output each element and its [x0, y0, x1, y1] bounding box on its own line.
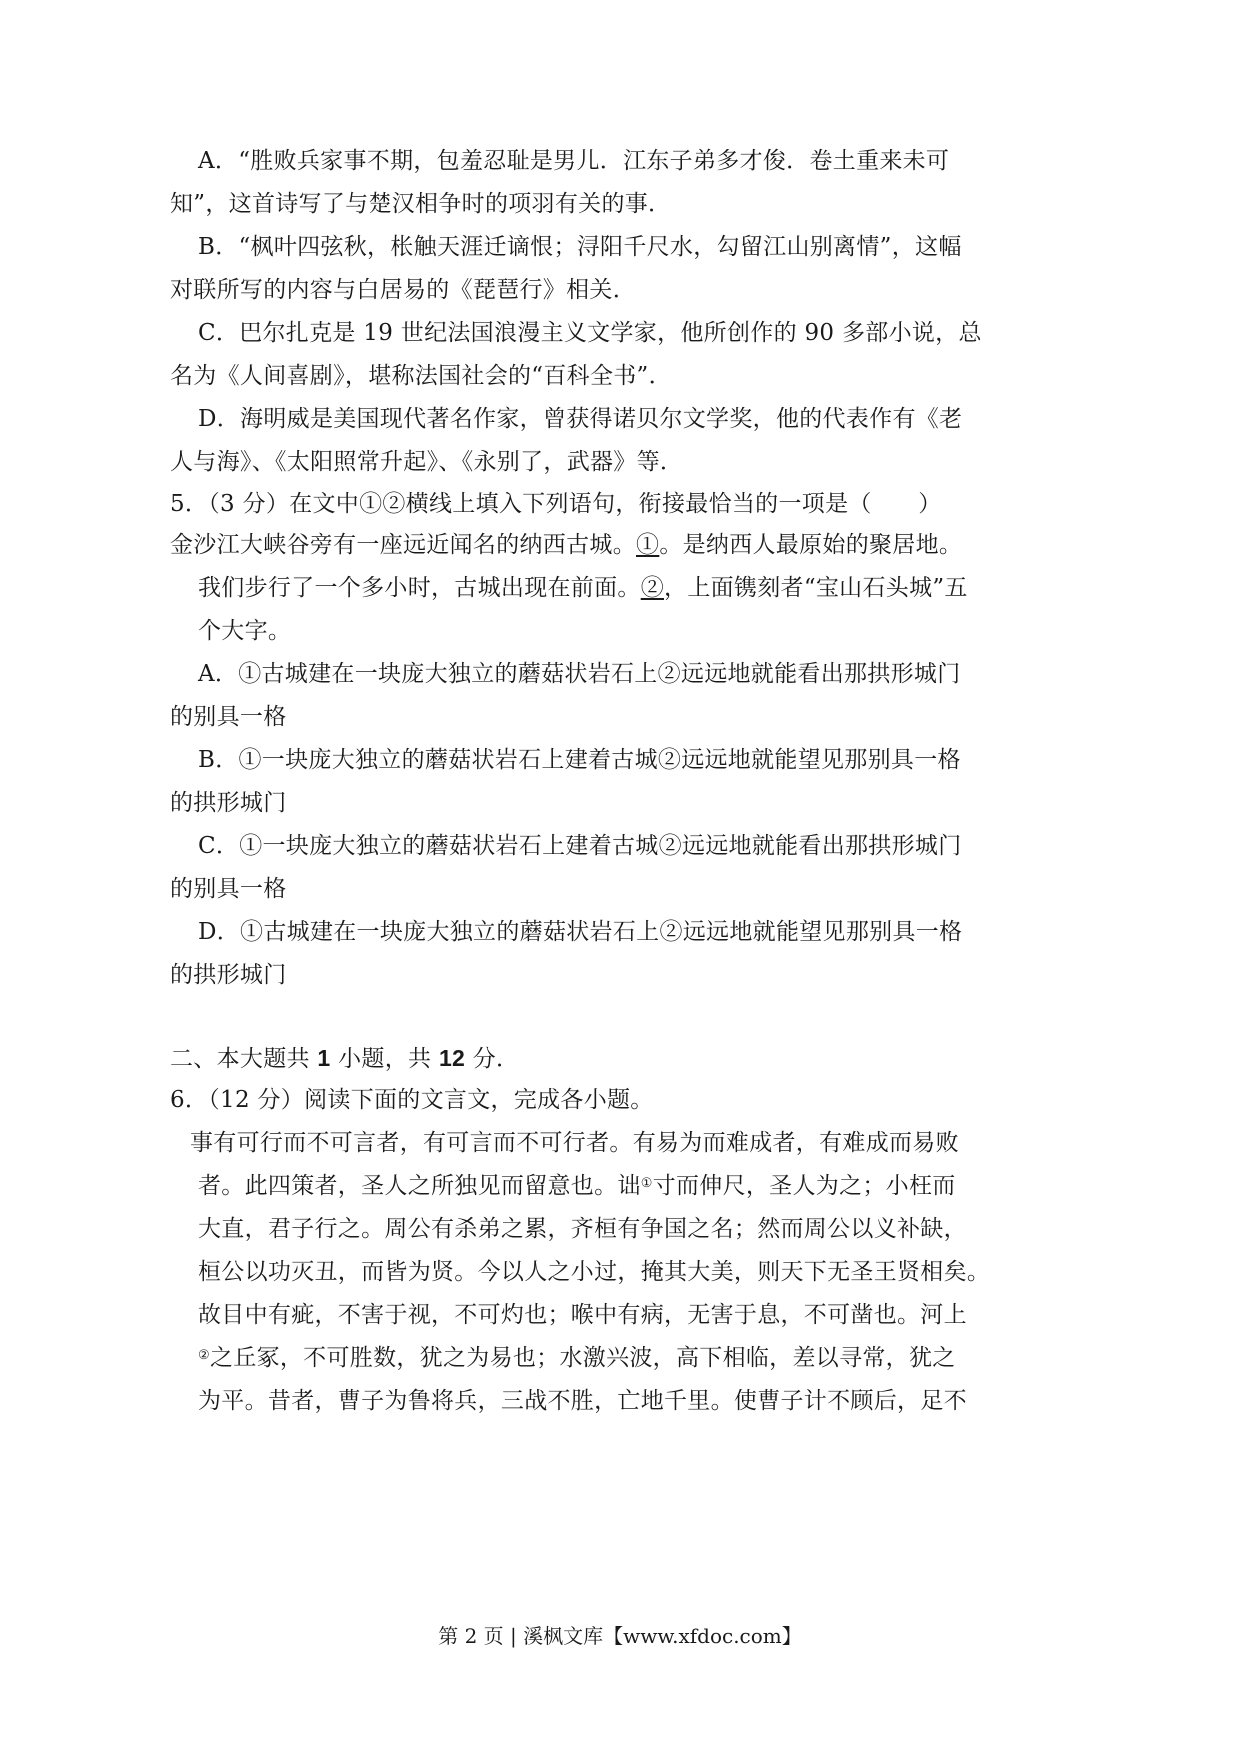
q4-option-a-line2: 知”，这首诗写了与楚汉相争时的项羽有关的事．	[170, 191, 672, 217]
q5-passage-text: ，上面镌刻者“宝山石头城”五	[664, 575, 968, 601]
q5-passage-line1	[170, 530, 962, 560]
q6-passage-line1: 事有可行而不可言者，有可言而不可行者。有易为而难成者，有难成而易败	[190, 1130, 959, 1156]
q6-passage-line4: 桓公以功灭丑，而皆为贤。今以人之小过，掩其大美，则天下无圣王贤相矣。	[198, 1259, 991, 1285]
q5-option-d-line1: D．①古城建在一块庞大独立的蘑菇状岩石上②远远地就能望见那别具一格	[198, 919, 963, 945]
q4-option-d-line1: D．海明威是美国现代著名作家，曾获得诺贝尔文学奖，他的代表作有《老	[198, 406, 963, 432]
q4-option-c-line1: C．巴尔扎克是 19 世纪法国浪漫主义文学家，他所创作的 90 多部小说，总	[198, 320, 982, 346]
q6-footnote-marker-2: ②	[198, 1348, 210, 1363]
q5-option-d-line2: 的拱形城门	[170, 962, 287, 988]
q6-passage-line5: 故目中有疵，不害于视，不可灼也；喉中有病，无害于息，不可凿也。河上	[198, 1302, 967, 1328]
section-question-count: 1	[317, 1045, 331, 1071]
q5-option-c-line1: C．①一块庞大独立的蘑菇状岩石上建着古城②远远地就能看出那拱形城门	[198, 833, 962, 859]
section-heading-text: 小题，共	[330, 1046, 439, 1072]
q5-option-a-line2: 的别具一格	[170, 704, 287, 730]
q5-passage-text: 金沙江大峡谷旁有一座远近闻名的纳西古城。	[170, 532, 636, 558]
section-heading	[170, 1043, 519, 1074]
q4-option-c-line2: 名为《人间喜剧》，堪称法国社会的“百科全书”．	[170, 363, 672, 389]
q6-stem: 6．（12 分）阅读下面的文言文，完成各小题。	[170, 1087, 654, 1113]
q4-option-d-line2: 人与海》、《太阳照常升起》、《永别了，武器》等．	[170, 449, 684, 475]
q5-passage-line3: 个大字。	[198, 618, 292, 644]
q5-option-a-line1: A．①古城建在一块庞大独立的蘑菇状岩石上②远远地就能看出那拱形城门	[198, 661, 961, 687]
page-footer: 第 2 页 | 溪枫文库【www.xfdoc.com】	[438, 1624, 802, 1648]
section-total-points: 12	[438, 1045, 466, 1071]
q6-passage-line6	[198, 1343, 956, 1373]
q5-blank-1: ①	[636, 532, 660, 558]
q6-passage-line7: 为平。昔者，曹子为鲁将兵，三战不胜，亡地千里。使曹子计不顾后，足不	[198, 1388, 967, 1414]
q5-stem: 5．（3 分）在文中①②横线上填入下列语句，衔接最恰当的一项是（ ）	[170, 491, 942, 517]
q4-option-b-line2: 对联所写的内容与白居易的《琵琶行》相关．	[170, 277, 636, 303]
q6-passage-line2	[198, 1171, 956, 1201]
q5-option-b-line1: B．①一块庞大独立的蘑菇状岩石上建着古城②远远地就能望见那别具一格	[198, 747, 961, 773]
q5-option-b-line2: 的拱形城门	[170, 790, 287, 816]
q5-option-c-line2: 的别具一格	[170, 876, 287, 902]
q5-blank-2: ②	[640, 575, 665, 601]
q5-passage-line2	[198, 573, 968, 603]
q5-passage-text: 。是纳西人最原始的聚居地。	[659, 532, 963, 558]
q5-passage-text: 我们步行了一个多小时，古城出现在前面。	[198, 575, 641, 601]
q6-passage-text: 之丘冢，不可胜数，犹之为易也；水激兴波，高下相临，差以寻常，犹之	[209, 1345, 956, 1371]
section-heading-text: 二、本大题共	[170, 1046, 318, 1072]
q6-passage-text: 者。此四策者，圣人之所独见而留意也。诎	[198, 1173, 641, 1199]
q6-passage-line3: 大直，君子行之。周公有杀弟之累，齐桓有争国之名；然而周公以义补缺，	[198, 1216, 967, 1242]
q6-passage-text: 寸而伸尺，圣人为之；小枉而	[652, 1173, 956, 1199]
section-heading-text: 分．	[465, 1046, 520, 1072]
q4-option-a-line1: A．“胜败兵家事不期，包羞忍耻是男儿．江东子弟多才俊．卷土重来未可	[198, 148, 950, 174]
q6-footnote-marker-1: ①	[640, 1176, 653, 1191]
q4-option-b-line1: B．“枫叶四弦秋，枨触天涯迁谪恨；浔阳千尺水，勾留江山别离情”，这幅	[198, 234, 962, 260]
